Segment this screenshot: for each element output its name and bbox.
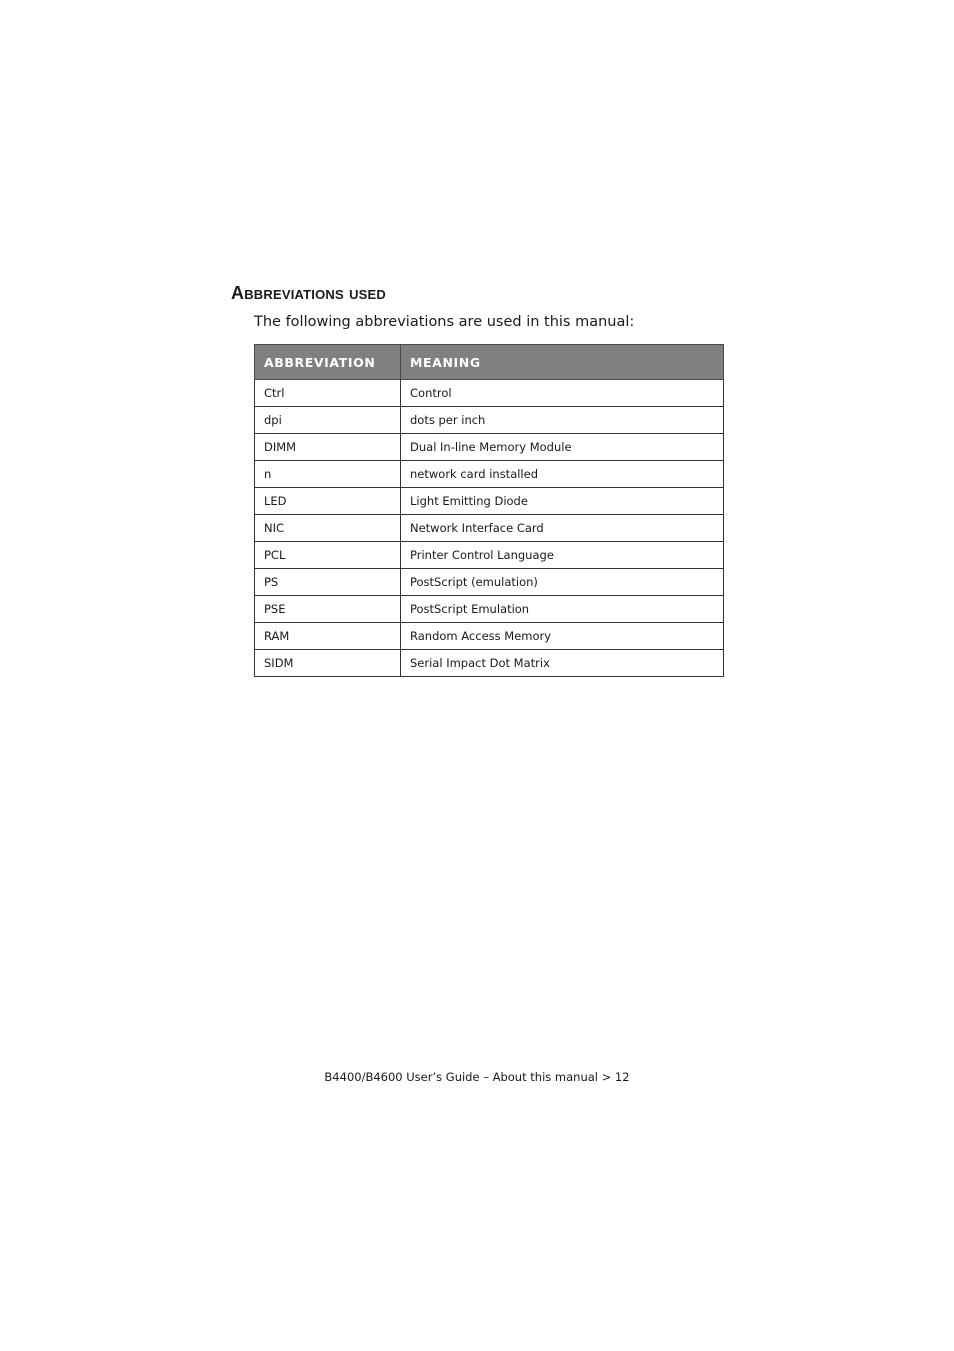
abbreviation-cell: Ctrl <box>255 380 401 407</box>
abbreviation-cell: PCL <box>255 542 401 569</box>
abbreviation-cell: DIMM <box>255 434 401 461</box>
meaning-cell: Network Interface Card <box>401 515 724 542</box>
abbreviation-cell: SIDM <box>255 650 401 677</box>
column-header-abbreviation: ABBREVIATION <box>255 345 401 380</box>
table-row <box>255 461 724 488</box>
table-row <box>255 515 724 542</box>
abbreviation-cell: PSE <box>255 596 401 623</box>
abbreviation-cell: n <box>255 461 401 488</box>
table-header-row <box>255 345 724 380</box>
meaning-cell: Light Emitting Diode <box>401 488 724 515</box>
meaning-cell: PostScript Emulation <box>401 596 724 623</box>
meaning-cell: PostScript (emulation) <box>401 569 724 596</box>
abbreviations-table <box>254 344 724 677</box>
table-row <box>255 650 724 677</box>
abbreviation-cell: RAM <box>255 623 401 650</box>
abbreviation-cell: dpi <box>255 407 401 434</box>
abbreviation-cell: NIC <box>255 515 401 542</box>
meaning-cell: Random Access Memory <box>401 623 724 650</box>
meaning-cell: Serial Impact Dot Matrix <box>401 650 724 677</box>
table-row <box>255 542 724 569</box>
table-row <box>255 380 724 407</box>
meaning-cell: dots per inch <box>401 407 724 434</box>
column-header-meaning: MEANING <box>401 345 724 380</box>
meaning-cell: Control <box>401 380 724 407</box>
table-row <box>255 596 724 623</box>
section-title: Abbreviations used <box>231 283 386 303</box>
table-row <box>255 569 724 596</box>
meaning-cell: Printer Control Language <box>401 542 724 569</box>
intro-text: The following abbreviations are used in this manual: <box>254 314 635 330</box>
table-row <box>255 623 724 650</box>
table-row <box>255 407 724 434</box>
table-row <box>255 488 724 515</box>
page-footer: B4400/B4600 User’s Guide – About this manual > 12 <box>324 1070 630 1084</box>
meaning-cell: Dual In-line Memory Module <box>401 434 724 461</box>
abbreviation-cell: PS <box>255 569 401 596</box>
meaning-cell: network card installed <box>401 461 724 488</box>
table-row <box>255 434 724 461</box>
abbreviation-cell: LED <box>255 488 401 515</box>
